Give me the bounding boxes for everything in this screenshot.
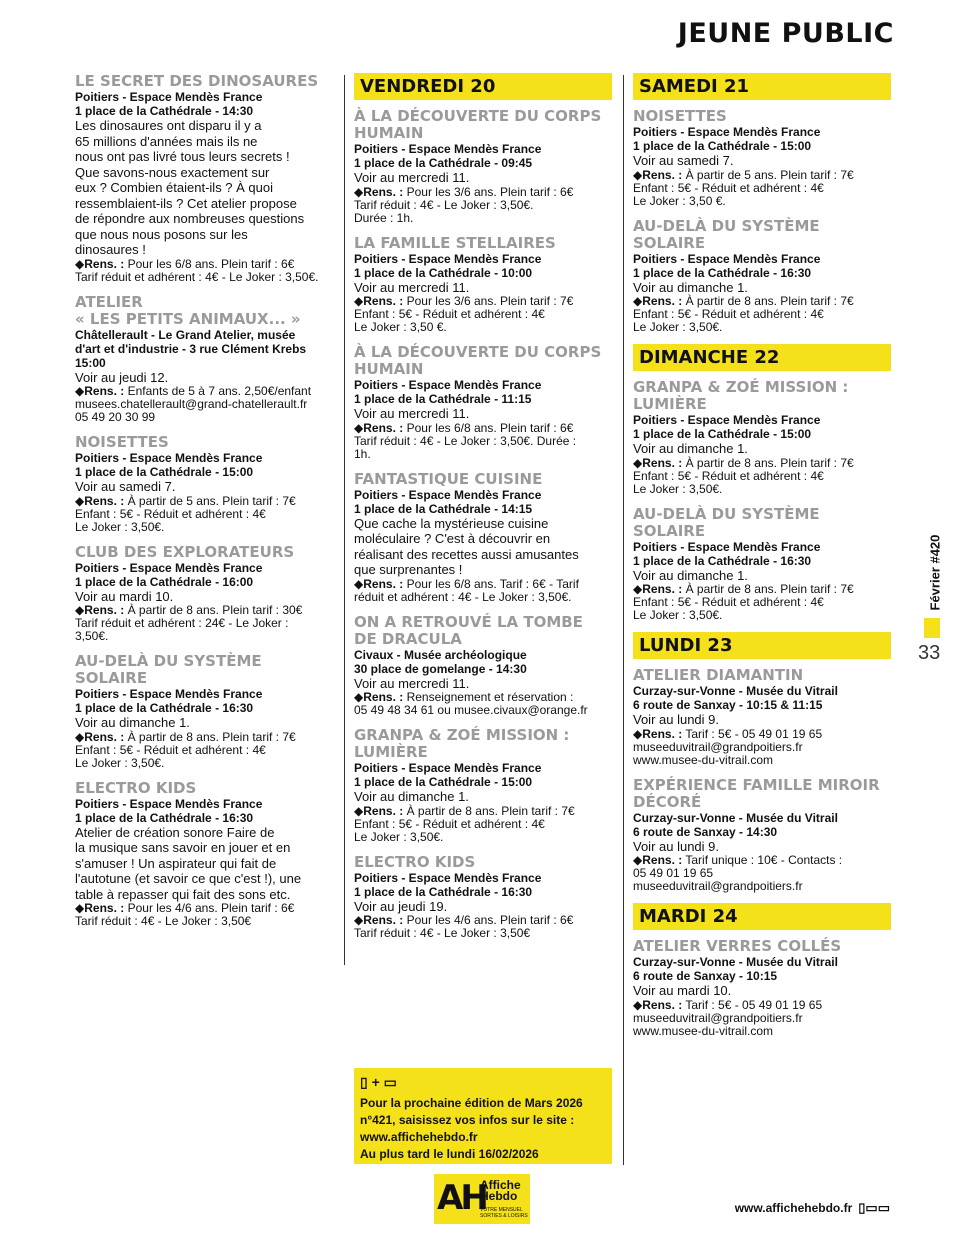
event-item	[75, 780, 337, 929]
event-description: dinosaures !	[75, 242, 146, 257]
event-info	[354, 448, 612, 461]
promo-line: n°421, saisissez vos infos sur le site :	[360, 1113, 575, 1127]
issue-label: Février #420	[927, 534, 943, 611]
diamond-icon: ◆	[633, 455, 643, 470]
event-venue: Poitiers - Espace Mendès France	[633, 251, 821, 266]
event-info	[633, 609, 891, 622]
info-text: Tarif réduit et adhérent : 4€ - Le Joker : 3,50€.	[75, 269, 319, 284]
event-description: Que cache la mystérieuse cuisine	[354, 515, 549, 531]
column-3	[633, 73, 891, 1048]
event-title: À LA DÉCOUVERTE DU CORPS	[354, 343, 602, 361]
info-text: Enfant : 5€ - Réduit et adhérent : 4€	[633, 180, 824, 195]
diamond-icon: ◆	[354, 803, 364, 818]
event-venue: 1 place de la Cathédrale - 11:15	[354, 392, 532, 406]
event-description: réalisant des recettes aussi amusantes	[354, 546, 579, 562]
diamond-icon: ◆	[633, 582, 643, 596]
diamond-icon: ◆	[633, 997, 643, 1012]
event-title: AU-DELÀ DU SYSTÈME	[75, 652, 262, 670]
page-number: 33	[918, 642, 941, 664]
event-description: ressemblaient-ils ? Cet atelier propose	[75, 195, 297, 211]
event-venue: 6 route de Sanxay - 10:15 & 11:15	[633, 698, 823, 712]
event-description: Voir au dimanche 1.	[75, 715, 190, 730]
info-text: Tarif : 5€ - 05 49 01 19 65	[685, 726, 823, 741]
event-description: Voir au mercredi 11.	[354, 279, 470, 295]
info-text: Tarif : 5€ - 05 49 01 19 65	[685, 997, 823, 1012]
info-text: À partir de 8 ans. Plein tarif : 7€	[127, 729, 296, 744]
event-venue: Poitiers - Espace Mendès France	[354, 378, 542, 392]
event-item	[354, 344, 612, 461]
book-plus-device-icon: ▯ + ▭	[360, 1074, 397, 1090]
info-text: www.musee-du-vitrail.com	[633, 1023, 774, 1038]
event-description: nous ont pas livré tous leurs secrets !	[75, 149, 290, 164]
diamond-icon: ◆	[354, 184, 364, 199]
info-label: Rens. :	[363, 913, 404, 927]
event-info	[354, 212, 612, 225]
event-description: 65 millions d'années mais ils ne	[75, 133, 258, 149]
diamond-icon: ◆	[354, 420, 364, 435]
event-info	[75, 521, 337, 534]
event-title: LA FAMILLE STELLAIRES	[354, 233, 556, 252]
event-info	[75, 915, 337, 928]
diamond-icon: ◆	[75, 493, 85, 508]
event-description: Voir au dimanche 1.	[354, 789, 469, 804]
event-title: ATELIER VERRES COLLÉS	[633, 937, 842, 955]
event-item	[75, 434, 337, 534]
event-venue: 1 place de la Cathédrale - 15:00	[75, 465, 254, 479]
event-venue: 1 place de la Cathédrale - 14:30	[75, 104, 254, 118]
event-description: Voir au samedi 7.	[75, 479, 176, 494]
info-text: Pour les 6/8 ans. Plein tarif : 6€	[127, 256, 295, 271]
event-description: Voir au dimanche 1.	[633, 567, 748, 583]
info-text: À partir de 8 ans. Plein tarif : 7€	[685, 455, 854, 470]
info-text: 3,50€.	[75, 629, 109, 643]
affiche-hebdo-logo	[434, 1174, 530, 1224]
diamond-icon: ◆	[354, 690, 364, 704]
event-title: AU-DELÀ DU SYSTÈME SOLAIRE	[633, 216, 820, 252]
event-venue: Poitiers - Espace Mendès France	[633, 539, 821, 554]
event-item	[633, 667, 891, 767]
info-text: Le Joker : 3,50 €.	[633, 193, 726, 208]
event-venue: 1 place de la Cathédrale - 16:30	[633, 265, 812, 280]
info-text: Enfant : 5€ - Réduit et adhérent : 4€	[75, 742, 266, 757]
event-venue: Curzay-sur-Vonne - Musée du Vitrail	[633, 684, 838, 698]
info-text: Le Joker : 3,50€.	[633, 608, 723, 622]
event-description: s'amuser ! Un aspirateur qui fait de	[75, 855, 277, 871]
event-title: NOISETTES	[633, 107, 727, 125]
day-header: SAMEDI 21	[633, 73, 891, 100]
event-venue: 1 place de la Cathédrale - 15:00	[354, 775, 533, 789]
logo-tagline: VOTRE MENSUEL SORTIES & LOISIRS	[480, 1207, 528, 1219]
info-text: Le Joker : 3,50€.	[354, 829, 444, 844]
event-info	[633, 483, 891, 496]
info-text: Le Joker : 3,50€.	[75, 519, 165, 534]
event-description: Voir au lundi 9.	[633, 838, 720, 854]
event-venue: 6 route de Sanxay - 10:15	[633, 969, 778, 983]
info-text: 05 49 20 30 99	[75, 410, 156, 424]
info-text: Pour les 6/8 ans. Plein tarif : 6€	[406, 420, 574, 435]
event-item	[354, 727, 612, 844]
info-text: Enfant : 5€ - Réduit et adhérent : 4€	[633, 468, 824, 483]
event-venue: Poitiers - Espace Mendès France	[354, 142, 542, 156]
event-item	[354, 235, 612, 335]
info-text: Le Joker : 3,50 €.	[354, 320, 447, 334]
event-venue: Poitiers - Espace Mendès France	[354, 487, 542, 502]
event-item	[75, 73, 337, 284]
diamond-icon: ◆	[633, 853, 643, 867]
info-text: Pour les 3/6 ans. Plein tarif : 6€	[406, 184, 574, 199]
event-title: ELECTRO KIDS	[75, 778, 197, 797]
diamond-icon: ◆	[75, 603, 85, 617]
event-description: Voir au dimanche 1.	[633, 441, 748, 456]
info-text: Pour les 4/6 ans. Plein tarif : 6€	[127, 901, 295, 915]
info-text: Le Joker : 3,50€.	[633, 481, 723, 496]
info-text: museeduvitrail@grandpoitiers.fr	[633, 1010, 803, 1025]
info-text: Tarif réduit : 4€ - Le Joker : 3,50€	[75, 914, 252, 928]
info-label: Rens. :	[642, 997, 683, 1012]
event-venue: Curzay-sur-Vonne - Musée du Vitrail	[633, 955, 838, 969]
info-text: À partir de 5 ans. Plein tarif : 7€	[127, 493, 296, 508]
event-description: Que savons-nous exactement sur	[75, 164, 270, 180]
info-text: musees.chatellerault@grand-chatellerault.fr	[75, 397, 308, 411]
info-label: Rens. :	[84, 256, 125, 271]
event-description: Voir au mercredi 11.	[354, 406, 470, 421]
footer	[735, 1200, 890, 1216]
event-info	[354, 591, 612, 604]
event-title-line2: SOLAIRE	[75, 669, 148, 687]
day-header: MARDI 24	[633, 903, 891, 930]
diamond-icon: ◆	[354, 576, 364, 591]
event-info	[633, 880, 891, 893]
info-text: À partir de 8 ans. Plein tarif : 30€	[127, 603, 303, 617]
event-item	[633, 938, 891, 1038]
page-title: JEUNE PUBLIC	[677, 18, 894, 49]
event-venue: Curzay-sur-Vonne - Musée du Vitrail	[633, 810, 838, 825]
info-label: Rens. :	[84, 493, 125, 508]
event-venue: 1 place de la Cathédrale - 16:30	[75, 701, 254, 715]
event-description: Voir au mardi 10.	[75, 588, 174, 604]
info-label: Rens. :	[84, 384, 125, 398]
info-text: Enfant : 5€ - Réduit et adhérent : 4€	[354, 816, 545, 831]
event-venue: Civaux - Musée archéologique	[354, 647, 527, 662]
event-info	[75, 617, 337, 630]
event-venue: Poitiers - Espace Mendès France	[354, 251, 542, 266]
promo-link[interactable]: www.affichehebdo.fr	[360, 1130, 478, 1144]
event-item	[354, 471, 612, 604]
event-title: FANTASTIQUE CUISINE	[354, 469, 543, 488]
day-header: LUNDI 23	[633, 632, 891, 659]
event-info	[354, 831, 612, 844]
event-title-line2: « LES PETITS ANIMAUX... »	[75, 309, 301, 328]
column-divider	[344, 75, 345, 965]
event-info	[354, 704, 612, 717]
logo-name: Affiche Hebdo	[480, 1178, 521, 1203]
event-description: Voir au lundi 9.	[633, 712, 720, 727]
footer-url[interactable]: www.affichehebdo.fr	[734, 1201, 853, 1215]
submission-promo	[354, 1068, 612, 1164]
info-text: Enfants de 5 à 7 ans. 2,50€/enfant	[127, 384, 312, 398]
event-venue: 1 place de la Cathédrale - 09:45	[354, 156, 533, 170]
event-venue: Poitiers - Espace Mendès France	[75, 451, 263, 465]
info-label: Rens. :	[642, 455, 683, 470]
info-label: Rens. :	[642, 167, 683, 182]
event-description: Voir au jeudi 19.	[354, 898, 448, 914]
event-item	[633, 777, 891, 894]
event-info	[633, 1025, 891, 1038]
info-text: réduit et adhérent : 4€ - Le Joker : 3,50€.	[354, 589, 572, 604]
event-description: Voir au samedi 7.	[633, 153, 734, 168]
event-description: Les dinosaures ont disparu il y a	[75, 118, 262, 133]
event-venue: d'art et d'industrie - 3 rue Clément Krebs	[75, 341, 307, 356]
event-description: Voir au mercredi 11.	[354, 675, 470, 691]
side-folio	[918, 520, 946, 670]
event-description: de répondre aux nombreuses questions	[75, 211, 305, 226]
info-text: 05 49 48 34 61 ou musee.civaux@orange.fr	[354, 703, 588, 717]
event-venue: 1 place de la Cathédrale - 14:15	[354, 501, 533, 516]
event-item	[75, 294, 337, 425]
event-title: EXPÉRIENCE FAMILLE MIROIR	[633, 775, 880, 794]
event-venue: 15:00	[75, 355, 106, 370]
event-title-line2: DÉCORÉ	[633, 792, 702, 811]
event-item	[633, 108, 891, 208]
info-text: Tarif unique : 10€ - Contacts :	[685, 853, 843, 867]
event-item	[633, 506, 891, 623]
event-title: ATELIER DIAMANTIN	[633, 666, 804, 684]
event-title: ON A RETROUVÉ LA TOMBE	[354, 612, 583, 631]
event-title: AU-DELÀ DU SYSTÈME SOLAIRE	[633, 504, 820, 540]
event-venue: 1 place de la Cathédrale - 16:30	[354, 884, 533, 899]
event-item	[633, 218, 891, 335]
event-title: GRANPA & ZOÉ MISSION :	[354, 726, 570, 744]
info-label: Rens. :	[642, 582, 683, 596]
info-text: Tarif réduit : 4€ - Le Joker : 3,50€	[354, 926, 531, 940]
info-label: Rens. :	[363, 184, 404, 199]
info-text: Tarif réduit et adhérent : 24€ - Le Joker :	[75, 616, 289, 630]
event-venue: Poitiers - Espace Mendès France	[75, 90, 263, 104]
event-info	[354, 321, 612, 334]
event-info	[75, 271, 337, 284]
event-info	[75, 411, 337, 424]
event-title: À LA DÉCOUVERTE DU CORPS	[354, 107, 602, 125]
event-description: que nous nous posons sur les	[75, 226, 248, 242]
event-venue: Châtellerault - Le Grand Atelier, musée	[75, 327, 296, 342]
event-description: la musique sans savoir en jouer et en	[75, 840, 291, 855]
logo-mark: AH	[437, 1178, 486, 1218]
event-info	[75, 630, 337, 643]
info-text: À partir de 8 ans. Plein tarif : 7€	[406, 803, 575, 818]
event-description: Voir au mercredi 11.	[354, 170, 470, 185]
event-item	[75, 544, 337, 644]
info-text: À partir de 8 ans. Plein tarif : 7€	[685, 582, 854, 596]
event-info	[633, 754, 891, 767]
event-venue: 1 place de la Cathédrale - 16:30	[75, 810, 254, 825]
event-title-line2: HUMAIN	[354, 124, 424, 142]
event-item	[75, 653, 337, 770]
info-text: Pour les 4/6 ans. Plein tarif : 6€	[406, 913, 574, 927]
info-label: Rens. :	[363, 420, 404, 435]
info-label: Rens. :	[363, 803, 404, 818]
event-info	[633, 321, 891, 334]
info-label: Rens. :	[642, 726, 683, 741]
event-title: ATELIER	[75, 292, 143, 311]
info-label: Rens. :	[84, 901, 125, 915]
event-venue: Poitiers - Espace Mendès France	[354, 870, 542, 885]
event-venue: 1 place de la Cathédrale - 10:00	[354, 265, 533, 280]
event-info	[633, 195, 891, 208]
event-venue: 6 route de Sanxay - 14:30	[633, 824, 778, 839]
column-2	[354, 73, 612, 950]
info-text: À partir de 5 ans. Plein tarif : 7€	[685, 167, 854, 182]
event-title: ELECTRO KIDS	[354, 852, 476, 871]
info-text: Le Joker : 3,50€.	[75, 755, 165, 770]
event-description: l'autotune (et savoir ce que c'est !), une	[75, 871, 302, 886]
diamond-icon: ◆	[75, 256, 85, 271]
event-info	[354, 435, 612, 448]
event-venue: 1 place de la Cathédrale - 16:30	[633, 553, 812, 568]
info-text: museeduvitrail@grandpoitiers.fr	[633, 879, 803, 893]
event-title-line2: LUMIÈRE	[354, 743, 428, 761]
info-text: Pour les 3/6 ans. Plein tarif : 7€	[406, 294, 574, 308]
info-text: Pour les 6/8 ans. Tarif : 6€ - Tarif	[406, 576, 579, 591]
event-venue: Poitiers - Espace Mendès France	[75, 560, 263, 575]
event-venue: Poitiers - Espace Mendès France	[75, 796, 263, 811]
info-text: 1h.	[354, 446, 371, 461]
event-description: moléculaire ? C'est à découvrir en	[354, 531, 551, 546]
info-label: Rens. :	[642, 294, 683, 308]
info-label: Rens. :	[363, 294, 404, 308]
event-title-line2: HUMAIN	[354, 360, 424, 378]
event-item	[354, 108, 612, 225]
info-text: Renseignement et réservation :	[406, 690, 574, 704]
diamond-icon: ◆	[75, 384, 85, 398]
event-venue: 1 place de la Cathédrale - 15:00	[633, 139, 812, 153]
event-item	[354, 614, 612, 718]
info-text: Enfant : 5€ - Réduit et adhérent : 4€	[75, 506, 266, 521]
diamond-icon: ◆	[354, 294, 364, 308]
event-description: table à repasser qui fait des sons etc.	[75, 886, 291, 902]
info-text: Enfant : 5€ - Réduit et adhérent : 4€	[354, 307, 545, 321]
info-text: 05 49 01 19 65	[633, 866, 714, 880]
event-info	[354, 927, 612, 940]
day-header: VENDREDI 20	[354, 73, 612, 100]
info-label: Rens. :	[363, 576, 404, 591]
event-title: LE SECRET DES DINOSAURES	[75, 72, 319, 90]
info-text: Tarif réduit : 4€ - Le Joker : 3,50€. Durée :	[354, 433, 577, 448]
info-text: Durée : 1h.	[354, 210, 414, 225]
diamond-icon: ◆	[633, 167, 643, 182]
event-venue: 1 place de la Cathédrale - 15:00	[633, 427, 812, 441]
diamond-icon: ◆	[75, 901, 85, 915]
event-venue: 1 place de la Cathédrale - 16:00	[75, 574, 254, 589]
diamond-icon: ◆	[633, 726, 643, 741]
column-divider	[623, 75, 624, 1165]
event-info	[75, 757, 337, 770]
info-label: Rens. :	[84, 603, 125, 617]
event-venue: 30 place de gomelange - 14:30	[354, 661, 527, 676]
event-venue: Poitiers - Espace Mendès France	[75, 687, 263, 701]
info-text: Enfant : 5€ - Réduit et adhérent : 4€	[633, 595, 824, 609]
event-description: eux ? Combien étaient-ils ? À quoi	[75, 180, 274, 195]
event-description: Voir au jeudi 12.	[75, 369, 169, 385]
event-venue: Poitiers - Espace Mendès France	[354, 761, 542, 775]
diamond-icon: ◆	[75, 729, 85, 744]
info-label: Rens. :	[363, 690, 404, 704]
event-title-line2: LUMIÈRE	[633, 395, 707, 413]
info-label: Rens. :	[84, 729, 125, 744]
diamond-icon: ◆	[633, 294, 643, 308]
event-title: CLUB DES EXPLORATEURS	[75, 542, 295, 561]
promo-deadline: Au plus tard le lundi 16/02/2026	[360, 1147, 539, 1161]
event-venue: Poitiers - Espace Mendès France	[633, 413, 821, 427]
event-title-line2: DE DRACULA	[354, 629, 462, 648]
day-header: DIMANCHE 22	[633, 344, 891, 371]
event-venue: Poitiers - Espace Mendès France	[633, 125, 821, 139]
info-text: museeduvitrail@grandpoitiers.fr	[633, 739, 803, 754]
info-text: Le Joker : 3,50€.	[633, 320, 723, 334]
info-text: Enfant : 5€ - Réduit et adhérent : 4€	[633, 307, 824, 321]
media-icons: ▯▭▭	[858, 1200, 890, 1215]
promo-line: Pour la prochaine édition de Mars 2026	[360, 1096, 583, 1110]
event-title: NOISETTES	[75, 433, 169, 451]
event-description: Voir au dimanche 1.	[633, 279, 748, 295]
info-text: À partir de 8 ans. Plein tarif : 7€	[685, 294, 854, 308]
info-text: www.musee-du-vitrail.com	[633, 752, 774, 767]
event-description: Voir au mardi 10.	[633, 983, 732, 998]
info-label: Rens. :	[642, 853, 683, 867]
event-item	[354, 854, 612, 941]
event-description: Atelier de création sonore Faire de	[75, 824, 275, 840]
event-item	[633, 379, 891, 496]
info-text: Tarif réduit : 4€ - Le Joker : 3,50€.	[354, 197, 534, 212]
column-1	[75, 73, 337, 938]
event-description: que surprenantes !	[354, 562, 463, 577]
accent-bar	[924, 618, 940, 638]
event-title: GRANPA & ZOÉ MISSION :	[633, 378, 849, 396]
diamond-icon: ◆	[354, 913, 364, 927]
